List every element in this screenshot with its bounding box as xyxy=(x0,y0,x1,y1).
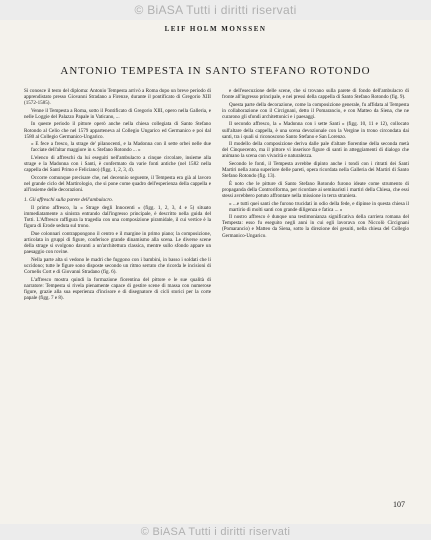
paragraph: Nella parte alta si vedono le madri che fuggono con i bambini, in basso i soldati che li uccidono; tutte le figure sono disposte secondo un ritmo serrato che ricorda le incisioni di Cornelis Cort e di Giovanni Stradano (fig. 6). xyxy=(24,256,211,276)
section-heading: 1. Gli affreschi sulla parete dell'ambulacro. xyxy=(24,197,113,203)
paragraph: Il secondo affresco, la « Madonna con i sette Santi » (figg. 10, 11 e 12), collocato sull'altare della cappella, è una scena devozionale con la Vergine in trono circondata dai santi, tra i quali si riconoscono Santo Stefano e San Lorenzo. xyxy=(222,121,409,140)
paragraph: Venne il Tempesta a Roma, sotto il Pontificato di Gregorio XIII, opero nella Galleria, e nelle Loggie del Palazzo Papale in Vaticano, ... xyxy=(24,107,211,120)
block-quote: « ...e tutti quei santi che furono trucidati in odio della fede, e dipinse in questa chiesa il martirio di molti santi con grande diligenza e fatica ... » xyxy=(229,200,409,213)
paragraph: In queste periodo il pittore operò anche nella chiesa collegiata di Santo Stefano Rotondo al Celio che nel 1579 apparteneva al Collegio Ungarico ed Germanico e poi dal 1580 al Collegio Germanico-Ungarico. xyxy=(24,121,211,140)
paragraph: Si conosce il testo del diploma: Antonio Tempesta arrivò a Roma dopo un breve periodo di apprendistato presso Giovanni Stradano a Firenze, durante il pontificato di Gregorio XIII (1572-1585). xyxy=(24,88,211,107)
paragraph: Due colonnari contrappongono il centro e il margine in primo piano; la composizione, articolata in gruppi di figure, conferisce grande dinamismo alla scena. Le diverse scene della strage si svolgono davanti a un'architettura classica, mentre sullo sfondo appare un paesaggio con rovine. xyxy=(24,230,211,256)
paragraph: e dell'esecuzione delle scene, che si trovano sulla parete di fondo dell'ambulacro di fronte all'ingresso principale, e nei pressi della cappella di Santo Stefano Rotondo (fig. 9). xyxy=(222,88,409,101)
paragraph: Occorre comunque precisare che, nel decennio seguente, il Tempesta era già al lavoro nel grande ciclo del Martirologio, che si pone come quadro dell'esperienza della cappella e all'insieme delle decorazioni. xyxy=(24,174,211,193)
watermark-banner-bottom: © BiASA Tutti i diritti riservati xyxy=(0,524,431,540)
author-name: LEIF HOLM MONSSEN xyxy=(164,25,267,33)
block-quote: « E fece a fresco, la strage de' pilanocenti, e la Madonna con il sette orbei nelle due facciate dell'altar maggiore in s. Stefano Rotondo ... » xyxy=(31,141,211,154)
paragraph: L'affresco mostra quindi la formazione fiorentina del pittore e le sue qualità di narratore: Tempesta si rivela pienamente capace di gestire scene di massa con numerose figure, grazie alla sua esperienza d'incisore e di disegnatore di cicli storici per la corte papale (figg. 7 e 8). xyxy=(24,276,211,301)
paragraph: Questa parte della decorazione, come la composizione generale, fu affidata al Tempesta in collaborazione con il Circignani, detto il Pomarancio, e con Matteo da Siena, che ne curarono gli sfondi architettonici e i paesaggi. xyxy=(222,101,409,120)
text-column-right xyxy=(222,88,409,240)
article-title: ANTONIO TEMPESTA IN SANTO STEFANO ROTONDO xyxy=(60,65,371,77)
text-column-left xyxy=(24,88,211,303)
paragraph: È noto che le pitture di Santo Stefano Rotondo furono ideate come strumento di propaganda della Controriforma, per ricordare ai seminaristi i martiri della Chiesa, che essi stessi avrebbero potuto affrontare nella missione in terra straniera. xyxy=(222,180,409,199)
paragraph: L'elenco di affreschi da lui eseguiti nell'ambulacro a cinque circolare, insieme alla strage e la Madonna con i Santi, è confermato da varie fonti antiche (nel 1582 nella cappella dei Santi Primo e Feliciano) (figg. 1, 2, 3, 4). xyxy=(24,154,211,174)
paragraph: Il modello della composizione deriva dalle pale d'altare fiorentine della seconda metà del Cinquecento, ma il pittore vi inserisce figure di santi in atteggiamenti di dialogo che animano la scena con vivacità e naturalezza. xyxy=(222,141,409,160)
page-number: 107 xyxy=(393,500,405,509)
paragraph: Il primo affresco, la « Strage degli Innocenti » (figg. 1, 2, 3, 4 e 5) situato immediatamente a sinistra entrando dall'ingresso principale, è descritto nella guida del Totti. L'Affresco raffigura la tragedia con una composizione piramidale, il cui vertice è la figura di Erode seduta sul trono. xyxy=(24,205,211,230)
watermark-banner-top: © BiASA Tutti i diritti riservati xyxy=(0,0,431,20)
paragraph: Secondo le fonti, il Tempesta avrebbe dipinto anche i tondi con i ritratti dei Santi Martiri nella zona superiore delle pareti, opera ricordata nella Galleria dei Martiri di Santo Stefano Rotondo (fig. 13). xyxy=(222,161,409,180)
paragraph: Il nostro affresco è dunque una testimonianza significativa della carriera romana del Tempesta: esso fu eseguito negli anni in cui egli lavorava con Niccolò Circignani (Pomarancio) e Matteo da Siena, sotto la direzione dei gesuiti, nella chiesa del Collegio Germanico-Ungarico. xyxy=(222,214,409,239)
